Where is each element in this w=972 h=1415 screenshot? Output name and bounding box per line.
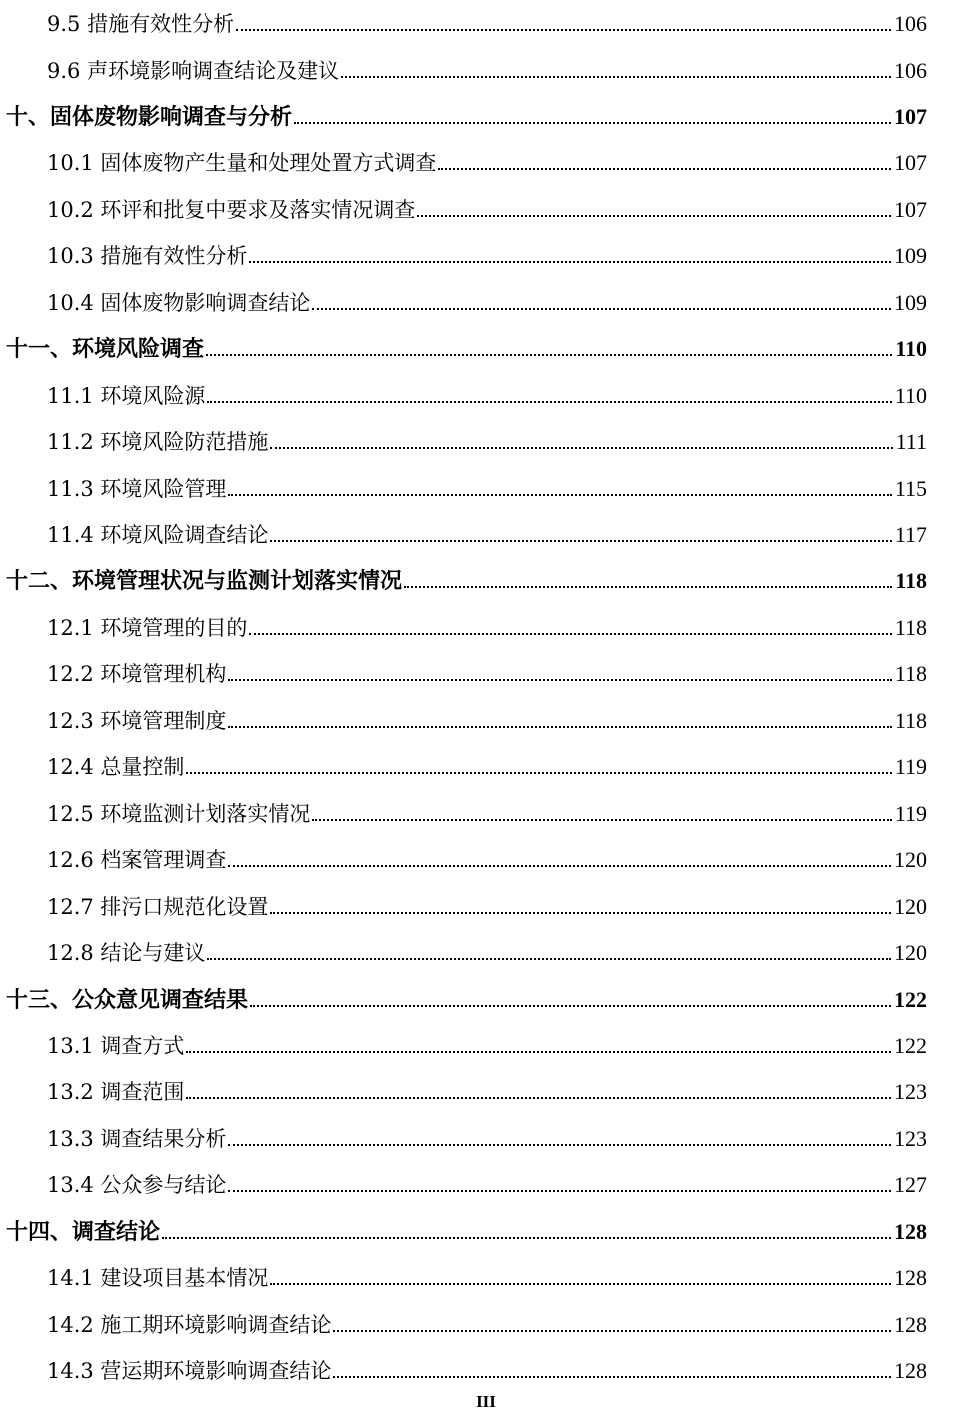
toc-section-entry[interactable] xyxy=(0,608,927,642)
toc-dot-leader xyxy=(270,911,891,914)
toc-entry-title: 12.1 环境管理的目的 xyxy=(47,615,248,640)
toc-entry-title: 9.6 声环境影响调查结论及建议 xyxy=(47,58,340,83)
toc-entry-title: 12.3 环境管理制度 xyxy=(47,708,227,733)
toc-section-entry[interactable] xyxy=(0,283,927,317)
toc-section-entry[interactable] xyxy=(0,143,927,177)
toc-dot-leader xyxy=(294,121,891,124)
toc-entry-title: 十、固体废物影响调查与分析 xyxy=(6,103,293,130)
toc-entry-page-number: 107 xyxy=(894,196,927,222)
toc-dot-leader xyxy=(228,493,891,496)
toc-section-entry[interactable] xyxy=(0,1305,927,1339)
toc-section-entry[interactable] xyxy=(0,747,927,781)
toc-dot-leader xyxy=(341,75,891,78)
toc-entry-page-number: 118 xyxy=(895,568,927,594)
toc-entry-title: 12.2 环境管理机构 xyxy=(47,662,227,687)
toc-section-entry[interactable] xyxy=(0,4,927,38)
toc-entry-page-number: 128 xyxy=(894,1265,927,1291)
toc-entry-page-number: 119 xyxy=(894,800,927,826)
toc-entry-title: 12.4 总量控制 xyxy=(47,755,185,780)
toc-entry-page-number: 109 xyxy=(894,243,927,269)
toc-entry-title: 10.4 固体废物影响调查结论 xyxy=(47,290,311,315)
toc-entry-title: 十四、调查结论 xyxy=(6,1218,161,1245)
toc-entry-page-number: 128 xyxy=(894,1218,927,1244)
toc-entry-page-number: 118 xyxy=(894,614,927,640)
toc-dot-leader xyxy=(162,1236,891,1239)
toc-chapter-entry[interactable] xyxy=(0,329,927,363)
toc-dot-leader xyxy=(270,539,891,542)
toc-section-entry[interactable] xyxy=(0,701,927,735)
toc-dot-leader xyxy=(228,1143,891,1146)
toc-dot-leader xyxy=(333,1329,891,1332)
toc-dot-leader xyxy=(186,771,891,774)
toc-entry-title: 10.1 固体废物产生量和处理处置方式调查 xyxy=(47,151,437,176)
toc-entry-title: 10.2 环评和批复中要求及落实情况调查 xyxy=(47,197,416,222)
toc-section-entry[interactable] xyxy=(0,236,927,270)
toc-entry-page-number: 118 xyxy=(894,661,927,687)
toc-entry-title: 11.4 环境风险调查结论 xyxy=(47,523,269,547)
toc-dot-leader xyxy=(312,818,891,821)
toc-entry-page-number: 122 xyxy=(894,986,927,1012)
toc-dot-leader xyxy=(228,678,891,681)
toc-entry-title: 13.4 公众参与结论 xyxy=(47,1173,227,1198)
toc-section-entry[interactable] xyxy=(0,1258,927,1292)
page-number: III xyxy=(476,1392,496,1411)
toc-entry-page-number: 123 xyxy=(894,1125,927,1151)
toc-dot-leader xyxy=(249,632,891,635)
toc-entry-title: 十三、公众意见调查结果 xyxy=(6,986,249,1013)
toc-entry-title: 12.8 结论与建议 xyxy=(47,941,206,965)
toc-dot-leader xyxy=(438,167,891,170)
toc-section-entry[interactable] xyxy=(0,469,927,503)
toc-section-entry[interactable] xyxy=(0,654,927,688)
toc-section-entry[interactable] xyxy=(0,422,927,456)
toc-section-entry[interactable] xyxy=(0,887,927,921)
toc-entry-page-number: 127 xyxy=(894,1172,927,1198)
toc-entry-page-number: 119 xyxy=(894,754,927,780)
toc-section-entry[interactable] xyxy=(0,51,927,85)
toc-dot-leader xyxy=(404,585,892,588)
toc-entry-title: 9.5 措施有效性分析 xyxy=(47,12,235,36)
toc-entry-page-number: 106 xyxy=(894,57,927,83)
toc-entry-page-number: 107 xyxy=(894,103,927,129)
toc-section-entry[interactable] xyxy=(0,515,927,549)
toc-entry-page-number: 107 xyxy=(894,150,927,176)
toc-dot-leader xyxy=(270,1282,891,1285)
toc-chapter-entry[interactable] xyxy=(0,561,927,595)
toc-entry-page-number: 122 xyxy=(894,1032,927,1058)
toc-entry-page-number: 110 xyxy=(894,382,927,408)
toc-entry-page-number: 110 xyxy=(895,336,927,362)
toc-entry-page-number: 115 xyxy=(894,475,927,501)
toc-entry-page-number: 120 xyxy=(894,847,927,873)
toc-section-entry[interactable] xyxy=(0,376,927,410)
toc-dot-leader xyxy=(228,725,891,728)
toc-entry-title: 12.5 环境监测计划落实情况 xyxy=(47,801,311,826)
toc-section-entry[interactable] xyxy=(0,1072,927,1106)
toc-entry-title: 十一、环境风险调查 xyxy=(6,336,205,363)
toc-section-entry[interactable] xyxy=(0,190,927,224)
toc-dot-leader xyxy=(249,260,891,263)
toc-dot-leader xyxy=(186,1096,891,1099)
toc-entry-page-number: 120 xyxy=(894,893,927,919)
toc-entry-title: 11.2 环境风险防范措施 xyxy=(47,430,269,455)
toc-entry-title: 14.1 建设项目基本情况 xyxy=(47,1266,269,1291)
toc-section-entry[interactable] xyxy=(0,933,927,967)
toc-entry-title: 10.3 措施有效性分析 xyxy=(47,244,248,269)
toc-dot-leader xyxy=(207,957,891,960)
toc-entry-title: 12.6 档案管理调查 xyxy=(47,848,227,873)
toc-entry-title: 11.3 环境风险管理 xyxy=(47,476,227,501)
toc-section-entry[interactable] xyxy=(0,1165,927,1199)
toc-dot-leader xyxy=(333,1375,891,1378)
toc-dot-leader xyxy=(207,400,891,403)
toc-entry-title: 12.7 排污口规范化设置 xyxy=(47,894,269,919)
toc-dot-leader xyxy=(236,28,891,31)
toc-entry-title: 13.2 调查范围 xyxy=(47,1080,185,1105)
toc-chapter-entry[interactable] xyxy=(0,97,927,131)
toc-dot-leader xyxy=(417,214,891,217)
toc-section-entry[interactable] xyxy=(0,840,927,874)
toc-section-entry[interactable] xyxy=(0,794,927,828)
toc-entry-title: 十二、环境管理状况与监测计划落实情况 xyxy=(6,568,403,595)
toc-dot-leader xyxy=(228,1189,891,1192)
toc-chapter-entry[interactable] xyxy=(0,980,927,1014)
toc-dot-leader xyxy=(312,307,891,310)
toc-dot-leader xyxy=(270,446,892,449)
toc-dot-leader xyxy=(206,353,892,356)
toc-entry-page-number: 123 xyxy=(894,1079,927,1105)
toc-section-entry[interactable] xyxy=(0,1026,927,1060)
toc-entry-title: 14.3 营运期环境影响调查结论 xyxy=(47,1359,332,1384)
toc-entry-page-number: 109 xyxy=(894,289,927,315)
toc-section-entry[interactable] xyxy=(0,1351,927,1385)
toc-entry-page-number: 128 xyxy=(894,1311,927,1337)
toc-entry-title: 14.2 施工期环境影响调查结论 xyxy=(47,1312,332,1337)
toc-entry-title: 13.1 调查方式 xyxy=(47,1033,185,1058)
toc-entry-title: 13.3 调查结果分析 xyxy=(47,1126,227,1151)
toc-entry-title: 11.1 环境风险源 xyxy=(47,383,206,408)
toc-entry-page-number: 118 xyxy=(894,707,927,733)
toc-dot-leader xyxy=(186,1050,891,1053)
toc-entry-page-number: 120 xyxy=(894,940,927,965)
toc-entry-page-number: 106 xyxy=(894,11,927,36)
toc-entry-page-number: 128 xyxy=(894,1358,927,1384)
toc-dot-leader xyxy=(228,864,891,867)
toc-section-entry[interactable] xyxy=(0,1119,927,1153)
toc-dot-leader xyxy=(250,1004,891,1007)
toc-entry-page-number: 117 xyxy=(894,522,927,547)
toc-entry-page-number: 111 xyxy=(895,429,927,455)
toc-chapter-entry[interactable] xyxy=(0,1212,927,1246)
